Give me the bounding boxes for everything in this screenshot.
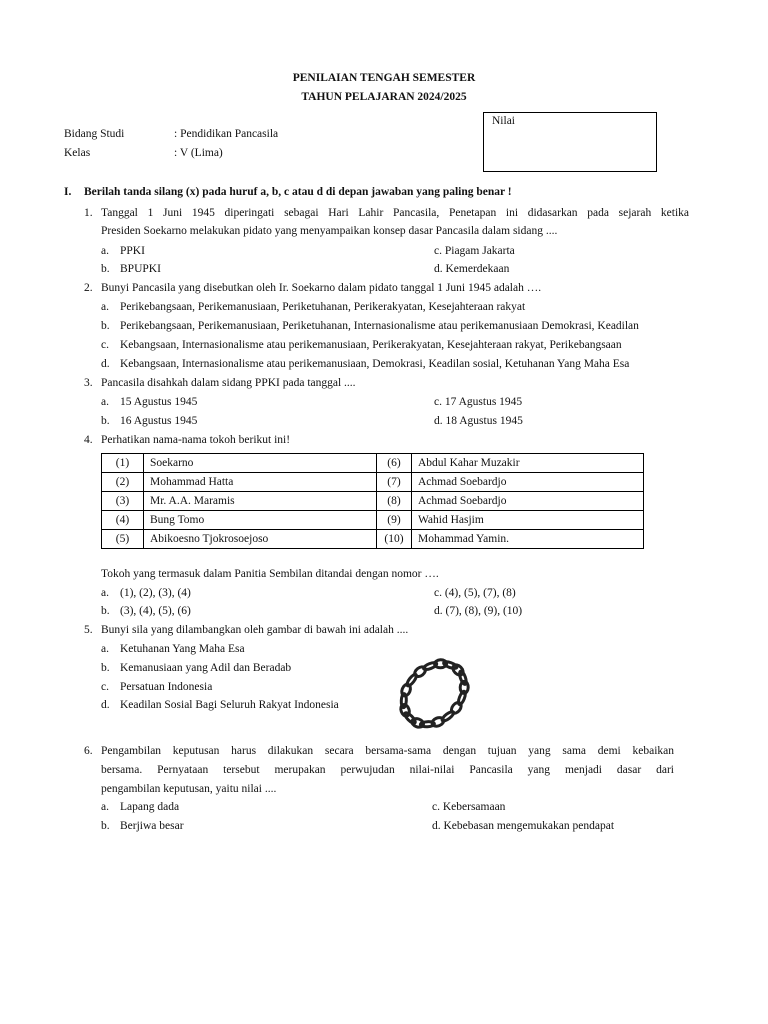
table-cell: Achmad Soebardjo: [412, 492, 644, 511]
table-row: [102, 530, 644, 549]
table-cell: (9): [377, 511, 412, 530]
class-value: : V (Lima): [174, 147, 223, 159]
question-number: 6.: [84, 745, 93, 757]
option-b: (3), (4), (5), (6): [120, 605, 191, 617]
question-number: 3.: [84, 377, 93, 389]
table-cell: Bung Tomo: [144, 511, 377, 530]
option-c: Kebangsaan, Internasionalisme atau perikemanusiaan, Perikerakyatan, Kesejahteraan rakyat, Perikebangsaan: [120, 339, 622, 351]
option-letter: a.: [101, 396, 109, 408]
table-cell: Abikoesno Tjokrosoejoso: [144, 530, 377, 549]
question-text: Perhatikan nama-nama tokoh berikut ini!: [101, 434, 291, 446]
table-row: [102, 454, 644, 473]
table-row: [102, 473, 644, 492]
question-text: Pengambilan keputusan harus dilakukan secara bersama-sama dengan tujuan yang sama demi kebaikan: [101, 745, 674, 757]
table-cell: (4): [102, 511, 144, 530]
option-d: d. (7), (8), (9), (10): [434, 605, 523, 617]
question-number: 5.: [84, 624, 93, 636]
option-d: d. Kebebasan mengemukakan pendapat: [432, 820, 615, 832]
option-d: Kebangsaan, Internasionalisme atau perikemanusiaan, Demokrasi, Keadilan sosial, Ketuhanan Yang Maha Esa: [120, 358, 630, 370]
table-cell: (2): [102, 473, 144, 492]
subject-value: : Pendidikan Pancasila: [174, 128, 279, 140]
table-cell: (5): [102, 530, 144, 549]
section-instruction: Berilah tanda silang (x) pada huruf a, b, c atau d di depan jawaban yang paling benar !: [84, 186, 512, 198]
tokoh-table: [101, 453, 644, 549]
option-letter: c.: [101, 339, 109, 351]
option-letter: a.: [101, 245, 109, 257]
option-letter: d.: [101, 699, 110, 711]
option-a: Perikebangsaan, Perikemanusiaan, Periketuhanan, Perikerakyatan, Kesejahteraan rakyat: [120, 301, 526, 313]
table-cell: Mohammad Hatta: [144, 473, 377, 492]
score-box: [483, 112, 657, 172]
option-a: (1), (2), (3), (4): [120, 587, 191, 599]
option-letter: b.: [101, 415, 110, 427]
option-a: 15 Agustus 1945: [120, 396, 198, 408]
option-letter: b.: [101, 662, 110, 674]
table-cell: (7): [377, 473, 412, 492]
table-cell: (3): [102, 492, 144, 511]
table-row: [102, 492, 644, 511]
option-letter: b.: [101, 820, 110, 832]
table-cell: (8): [377, 492, 412, 511]
table-cell: (1): [102, 454, 144, 473]
question-text: Bunyi sila yang dilambangkan oleh gambar di bawah ini adalah ....: [101, 624, 409, 636]
class-label: Kelas: [64, 147, 91, 159]
exam-subtitle: TAHUN PELAJARAN 2024/2025: [301, 91, 467, 103]
question-number: 1.: [84, 207, 93, 219]
table-cell: Mohammad Yamin.: [412, 530, 644, 549]
option-d: Keadilan Sosial Bagi Seluruh Rakyat Indonesia: [120, 699, 339, 711]
option-a: Ketuhanan Yang Maha Esa: [120, 643, 245, 655]
table-cell: Mr. A.A. Maramis: [144, 492, 377, 511]
option-b: Kemanusiaan yang Adil dan Beradab: [120, 662, 292, 674]
table-cell: Abdul Kahar Muzakir: [412, 454, 644, 473]
question-number: 4.: [84, 434, 93, 446]
option-c: Persatuan Indonesia: [120, 681, 213, 693]
option-d: d. 18 Agustus 1945: [434, 415, 523, 427]
option-letter: a.: [101, 587, 109, 599]
option-b: Berjiwa besar: [120, 820, 184, 832]
question-text: Pancasila disahkah dalam sidang PPKI pada tanggal ....: [101, 377, 356, 389]
question-text: bersama. Pernyataan tersebut merupakan perwujudan nilai-nilai Pancasila yang menjadi dasar dari: [101, 764, 674, 776]
option-a: PPKI: [120, 245, 145, 257]
option-b: BPUPKI: [120, 263, 161, 275]
option-letter: a.: [101, 643, 109, 655]
option-letter: a.: [101, 801, 109, 813]
option-b: Perikebangsaan, Perikemanusiaan, Periketuhanan, Internasionalisme atau perikemanusiaan Demokrasi, Keadilan: [120, 320, 639, 332]
question-text: Bunyi Pancasila yang disebutkan oleh Ir. Soekarno dalam pidato tanggal 1 Juni 1945 adalah ….: [101, 282, 542, 294]
option-letter: b.: [101, 263, 110, 275]
question-number: 2.: [84, 282, 93, 294]
table-row: [102, 511, 644, 530]
table-cell: (6): [377, 454, 412, 473]
table-cell: (10): [377, 530, 412, 549]
score-label: Nilai: [492, 115, 515, 127]
option-letter: c.: [101, 681, 109, 693]
option-letter: a.: [101, 301, 109, 313]
question-text: pengambilan keputusan, yaitu nilai ....: [101, 783, 277, 795]
option-c: c. (4), (5), (7), (8): [434, 587, 516, 599]
section-number: I.: [64, 186, 72, 198]
chain-link: [443, 660, 458, 669]
option-letter: b.: [101, 320, 110, 332]
table-cell: Achmad Soebardjo: [412, 473, 644, 492]
option-letter: d.: [101, 358, 110, 370]
option-letter: b.: [101, 605, 110, 617]
option-d: d. Kemerdekaan: [434, 263, 510, 275]
table-cell: Soekarno: [144, 454, 377, 473]
exam-title: PENILAIAN TENGAH SEMESTER: [292, 72, 476, 84]
option-c: c. Kebersamaan: [432, 801, 506, 813]
subject-label: Bidang Studi: [64, 128, 125, 140]
question-text: Tanggal 1 Juni 1945 diperingati sebagai Hari Lahir Pancasila, Penetapan ini didasarkan pada sejarah ketika: [101, 207, 689, 219]
chain-icon: [392, 652, 476, 736]
question-text: Tokoh yang termasuk dalam Panitia Sembilan ditandai dengan nomor ….: [101, 568, 439, 580]
question-text: Presiden Soekarno melakukan pidato yang menyampaikan konsep dasar Pancasila dalam sidang ....: [101, 225, 558, 237]
option-c: c. 17 Agustus 1945: [434, 396, 523, 408]
table-cell: Wahid Hasjim: [412, 511, 644, 530]
option-b: 16 Agustus 1945: [120, 415, 198, 427]
option-a: Lapang dada: [120, 801, 180, 813]
option-c: c. Piagam Jakarta: [434, 245, 515, 257]
